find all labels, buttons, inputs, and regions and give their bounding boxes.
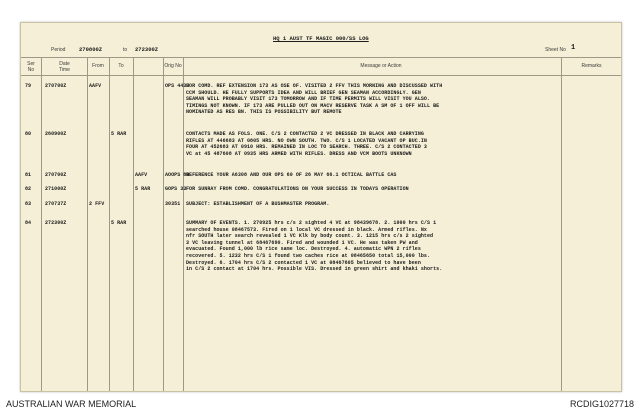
- row-orig: OPS 4433: [165, 83, 190, 89]
- row-message: SUMMARY OF EVENTS. 1. 270925 hrs c/s 2 sighted 4 VC at 98439678. 2. 1000 hrs C/S 1 searched house 08467573. Fired on 1 local VC dressed in black. Armed rifles. Nx nfr SOUTH later search revealed 1 VC Klk by body count. 3. 1215 hrs c/s 2 sighted 3 VC leaving tunnel at 68467690. Fired and wounded 1 VC. He was taken PW and evacuated. Found 1,000 lb rice same loc. Destroyed. 4. automatic WPN 2 rifles recovered. 5. 1232 hrs C/S 1 found two caches rice at 08465650 total 15,000 lbs. Destroyed. 6. 1704 hrs C/S 2 contacted 1 VC at 08467605 believed to have been in C/S 2 contact at 1704 hrs. Possible VIS. Dressed in green shirt and khaki shorts.: [186, 220, 443, 273]
- row-orig: 30351: [165, 201, 181, 207]
- grid-col-line: [41, 57, 42, 391]
- row-ser: 79: [25, 83, 32, 89]
- row-message: SUBJECT: ESTABLISHMENT OF A BUSHMASTER PROGRAM.: [186, 201, 330, 207]
- row-dtg: 270700Z: [45, 83, 67, 89]
- row-ser: 81: [25, 172, 32, 178]
- to-label: to: [123, 47, 128, 53]
- row-dtg: 270700Z: [45, 172, 67, 178]
- period-label: Period: [51, 47, 66, 53]
- col-message-header: Message or Action: [360, 63, 402, 69]
- grid-col-line: [561, 57, 562, 391]
- log-sheet: [20, 22, 622, 392]
- row-dtg: 260900Z: [45, 131, 67, 137]
- row-from: 5 RAR: [111, 131, 127, 137]
- grid-col-line: [183, 57, 184, 391]
- period-from: 270800Z: [79, 46, 103, 53]
- grid-col-line: [87, 57, 88, 391]
- row-dtg: 272300Z: [45, 220, 67, 226]
- archive-credit: AUSTRALIAN WAR MEMORIAL: [6, 399, 137, 409]
- grid-col-line: [163, 57, 164, 391]
- document-title: HQ 1 AUST TF MAGIC 000/SS LOG: [273, 35, 369, 42]
- row-message: CONTACTS MADE AS FOLS. ONE. C/S 2 CONTACTED 2 VC DRESSED IN BLACK AND CARRYING RIFLES AT 446683 AT 0805 HRS. NO OWN SOUTH. TWO. C/S 1 LOCATED VACANT OP BUC.IN FOUR AT 452683 AT 0910 HRS. REMAINED IN LOC TO SEARCH. THREE. C/S 2 CONTACTED 3 VC at 45 487608 AT 0935 HRS ARMED WITH RIFLES. DRESS AND VCM BOOTS UNKNOWN: [186, 131, 427, 157]
- row-message: REFERENCE YOUR A6308 AND OUR OPS 60 OF 26 MAY 66.1 OCTICAL BATTLE CAS: [186, 172, 397, 178]
- col-ser-header: Ser No: [27, 61, 35, 73]
- grid-header-line: [21, 75, 621, 76]
- grid-col-line: [133, 57, 134, 391]
- col-from-header: From: [92, 63, 104, 69]
- row-orig: AOOPS 80: [165, 172, 190, 178]
- archive-id: RCDIG1027718: [569, 399, 634, 409]
- row-to: AAFV: [135, 172, 148, 178]
- row-ser: 80: [25, 131, 32, 137]
- row-from: 5 RAR: [111, 220, 127, 226]
- grid-top-line: [21, 57, 621, 58]
- grid-col-line: [109, 57, 110, 391]
- sheet-label: Sheet No: [545, 47, 566, 53]
- col-to-header: To: [118, 63, 124, 69]
- col-orig-header: Orig No: [164, 63, 182, 69]
- row-message: FOR COMD. REF EXTENSION 173 AS OSE OF. VISITED 2 FFV THIS MORNING AND DISCUSSED WITH CCM SHOULD. HE FULLY SUPPORTS IDEA AND WILL BRIEF GEN SEAMAN ACCORDINGLY. GEN SEAMAN WILL PROBABLY VISIT 173 TOMORROW AND IF TIME PERMITS WILL VISIT YOU ALSO. TIMINGS NOT KNOWN. IF 173 ARE PULLED OUT ON MACV RESERVE TASK A SM OF 1 OFF WILL BE NOMINATED AS RES BN. THIS IS POSSIBILITY BUT REMOTE: [186, 83, 443, 116]
- row-from: 2 FFV: [89, 201, 105, 207]
- row-to: 5 RAR: [135, 186, 151, 192]
- row-ser: 82: [25, 186, 32, 192]
- row-dtg: 270737Z: [45, 201, 67, 207]
- row-orig: GOPS 33: [165, 186, 187, 192]
- period-to: 272300Z: [135, 46, 159, 53]
- row-dtg: 271000Z: [45, 186, 67, 192]
- col-dtg-header: Date Time: [59, 61, 70, 73]
- row-ser: 84: [25, 220, 32, 226]
- row-from: AAFV: [89, 83, 102, 89]
- row-message: FOR SUNRAY FROM COMD. CONGRATULATIONS ON YOUR SUCCESS IN TODAYS OPERATION: [186, 186, 409, 192]
- col-remarks-header: Remarks: [581, 63, 602, 69]
- row-ser: 83: [25, 201, 32, 207]
- sheet-number: 1: [571, 44, 576, 52]
